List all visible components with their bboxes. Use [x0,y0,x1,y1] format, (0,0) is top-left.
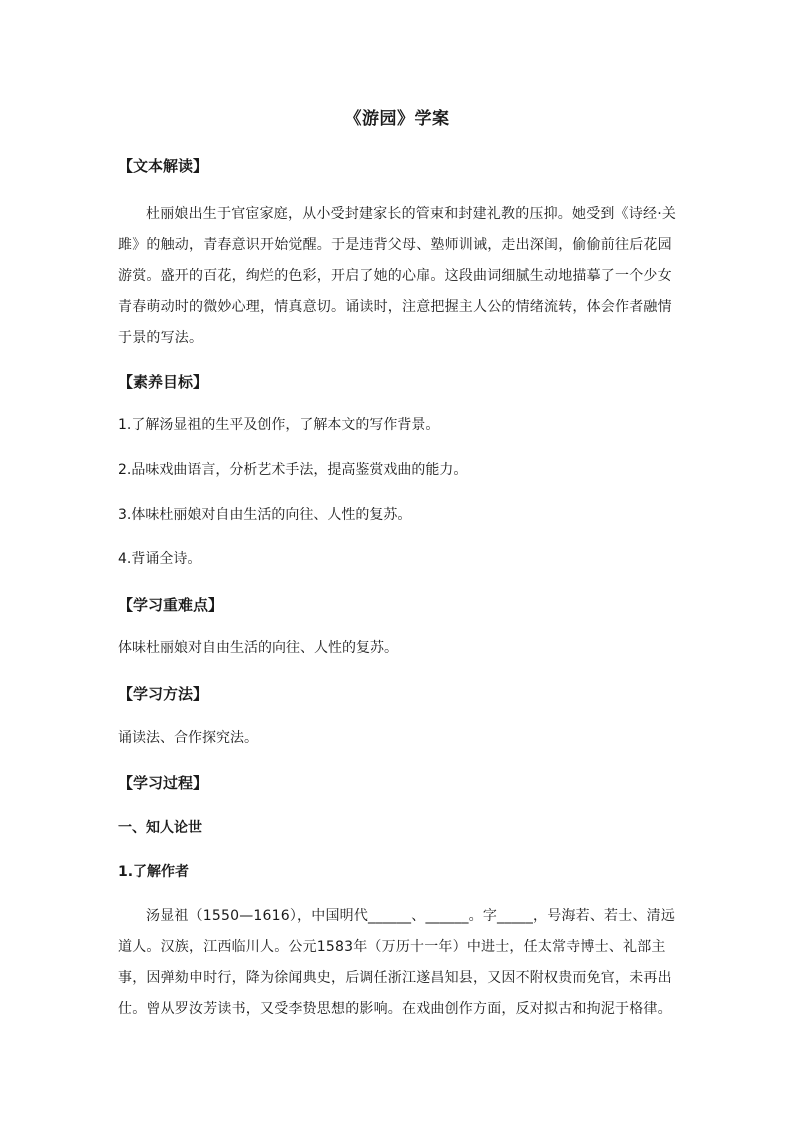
section-heading-key-difficulties: 【学习重难点】 [118,596,224,614]
text-interpretation-paragraph: 杜丽娘出生于官宦家庭，从小受封建家长的管束和封建礼教的压抑。她受到《诗经·关雎》的触动，青春意识开始觉醒。于是违背父母、塾师训诫，走出深闺，偷偷前往后花园游赏。盛开的百花，绚烂的色彩，开启了她的心扉。这段曲词细腻生动地描摹了一个少女青春萌动时的微妙心理，情真意切。诵读时，注意把握主人公的情绪流转，体会作者融情于景的写法。 [118,206,677,346]
learning-methods-text: 诵读法、合作探究法。 [118,730,258,746]
goal-item-4: 4.背诵全诗。 [118,551,202,567]
part-heading-know-author: 一、知人论世 [118,820,202,836]
subheading-understand-author: 1.了解作者 [118,864,190,880]
section-heading-learning-methods: 【学习方法】 [118,685,209,703]
section-heading-learning-process: 【学习过程】 [118,774,209,792]
goal-item-2: 2.品味戏曲语言，分析艺术手法，提高鉴赏戏曲的能力。 [118,462,468,478]
goal-item-3: 3.体味杜丽娘对自由生活的向往、人性的复苏。 [118,507,412,523]
page-title: 《游园》学案 [344,109,450,129]
key-difficulties-text: 体味杜丽娘对自由生活的向往、人性的复苏。 [118,640,398,656]
section-heading-text-interpretation: 【文本解读】 [118,157,209,175]
author-paragraph: 汤显祖（1550—1616），中国明代______、______。字_____，号海若、若士、清远道人。汉族，江西临川人。公元1583年（万历十一年）中进士，任太常寺博士、礼部主事，因弹劾申时行，降为徐闻典史，后调任浙江遂昌知县，又因不附权贵而免官，未再出仕。曾从罗汝芳读书，又受李贽思想的影响。在戏曲创作方面，反对拟古和拘泥于格律。 [118,908,676,1017]
goal-item-1: 1.了解汤显祖的生平及创作，了解本文的写作背景。 [118,417,440,433]
section-heading-literacy-goals: 【素养目标】 [118,373,209,391]
